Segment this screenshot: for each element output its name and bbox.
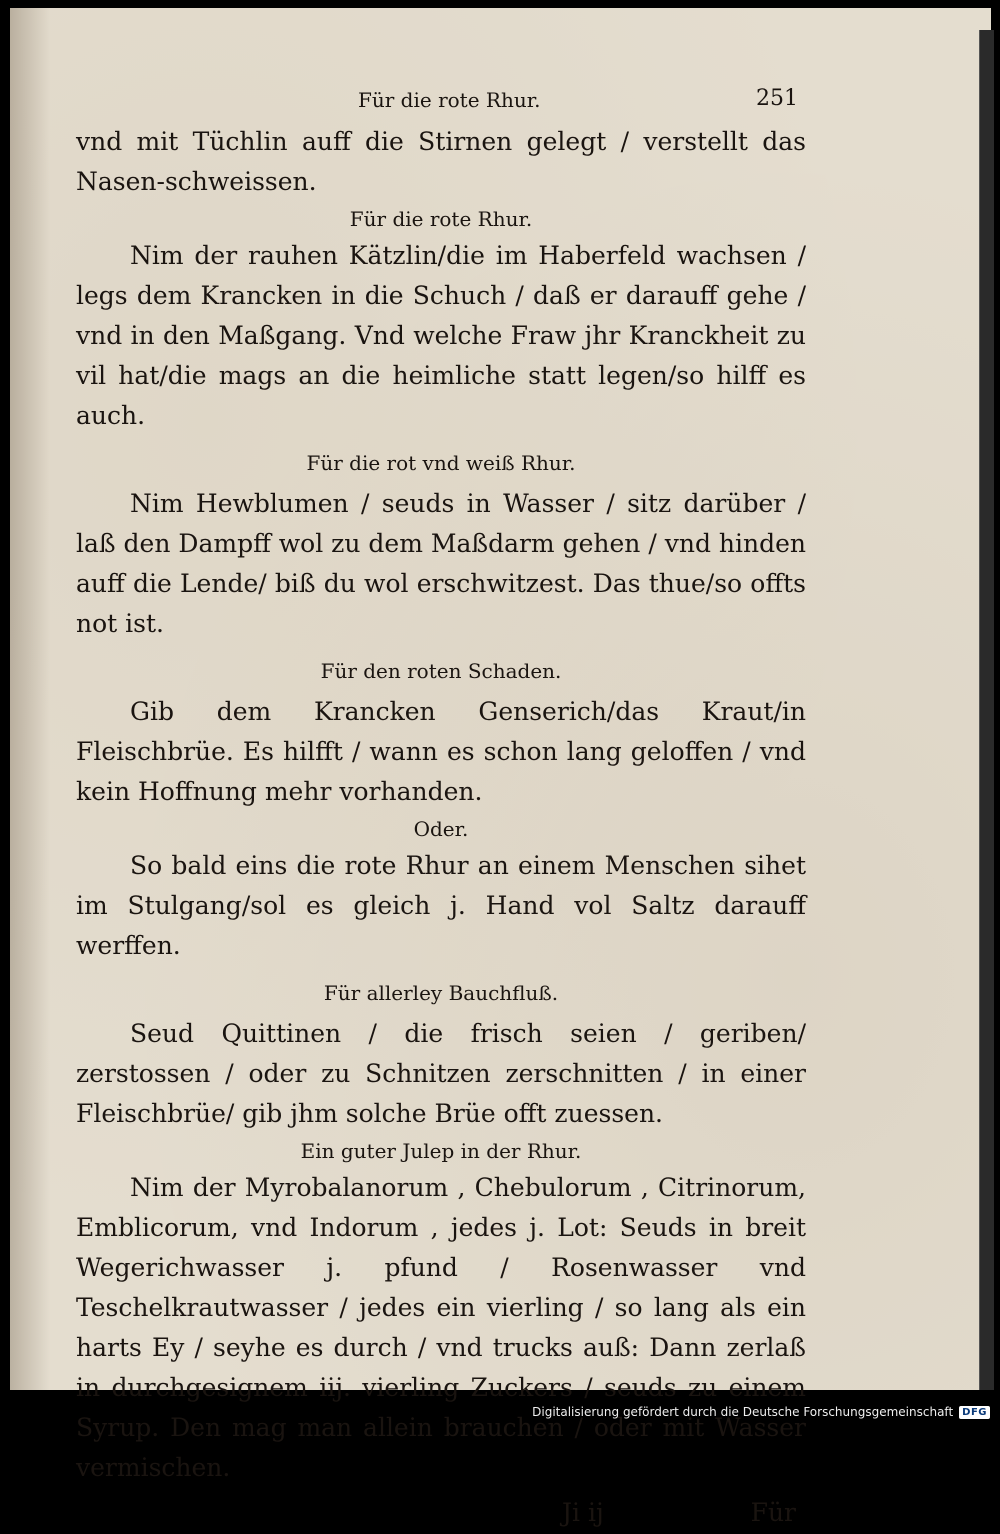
funding-note: Digitalisierung gefördert durch die Deutsche Forschungsgemeinschaft <box>532 1405 954 1419</box>
paragraph: Seud Quittinen / die frisch seien / geriben/ zerstossen / oder zu Schnitzen zerschnitten / in einer Fleischbrüe/ gib jhm solche Brüe offt zuessen. <box>76 1019 806 1128</box>
section-heading: Ein guter Julep in der Rhur. <box>300 1139 582 1163</box>
signature-mark: Ji ij <box>562 1498 604 1527</box>
running-head <box>76 82 806 122</box>
text-block <box>76 82 806 1534</box>
dfg-logo: DFG <box>959 1406 990 1419</box>
section-heading: Für allerley Bauchfluß. <box>323 981 559 1005</box>
section-heading: Für den roten Schaden. <box>320 659 562 683</box>
paragraph: Gib dem Krancken Genserich/das Kraut/in Fleischbrüe. Es hilfft / wann es schon lang geloffen / vnd kein Hoffnung mehr vorhanden. <box>76 697 806 806</box>
page-number: 251 <box>756 86 798 111</box>
section-heading: Für die rote Rhur. <box>349 207 533 231</box>
catchword: Für <box>750 1498 796 1527</box>
section-heading: Für die rot vnd weiß Rhur. <box>306 451 576 475</box>
paragraph: So bald eins die rote Rhur an einem Menschen sihet im Stulgang/sol es gleich j. Hand vol Saltz darauff werffen. <box>76 851 806 960</box>
paragraph: Nim der Myrobalanorum , Chebulorum , Citrinorum, Emblicorum, vnd Indorum , jedes j. Lot: Seuds in breit Wegerichwasser j. pfund / Rosenwasser vnd Teschelkrautwasser / jedes ein vierling / so lang als ein harts Ey / seyhe es durch / vnd trucks auß: Dann zerlaß in durchgesignem iij. vierling Zuckers / seuds zu einem Syrup. Den mag man allein brauchen / oder mit Wasser vermischen. <box>76 1173 806 1482</box>
paragraph: vnd mit Tüchlin auff die Stirnen gelegt / verstellt das Nasen-schweissen. <box>76 127 806 196</box>
section-heading: Oder. <box>413 817 469 841</box>
scan-edge-strip <box>979 30 994 1390</box>
footer <box>532 1405 990 1419</box>
running-head-title: Für die rote Rhur. <box>358 88 541 112</box>
gutter-shadow <box>10 8 50 1390</box>
paragraph: Nim Hewblumen / seuds in Wasser / sitz darüber / laß den Dampff wol zu dem Maßdarm gehen / vnd hinden auff die Lende/ biß du wol erschwitzest. Das thue/so offts not ist. <box>76 489 806 638</box>
catch-line <box>76 1494 806 1534</box>
paragraph: Nim der rauhen Kätzlin/die im Haberfeld wachsen / legs dem Krancken in die Schuch / daß er darauff gehe / vnd in den Maßgang. Vnd welche Fraw jhr Kranckheit zu vil hat/die mags an die heimliche statt legen/so hilff es auch. <box>76 241 806 430</box>
